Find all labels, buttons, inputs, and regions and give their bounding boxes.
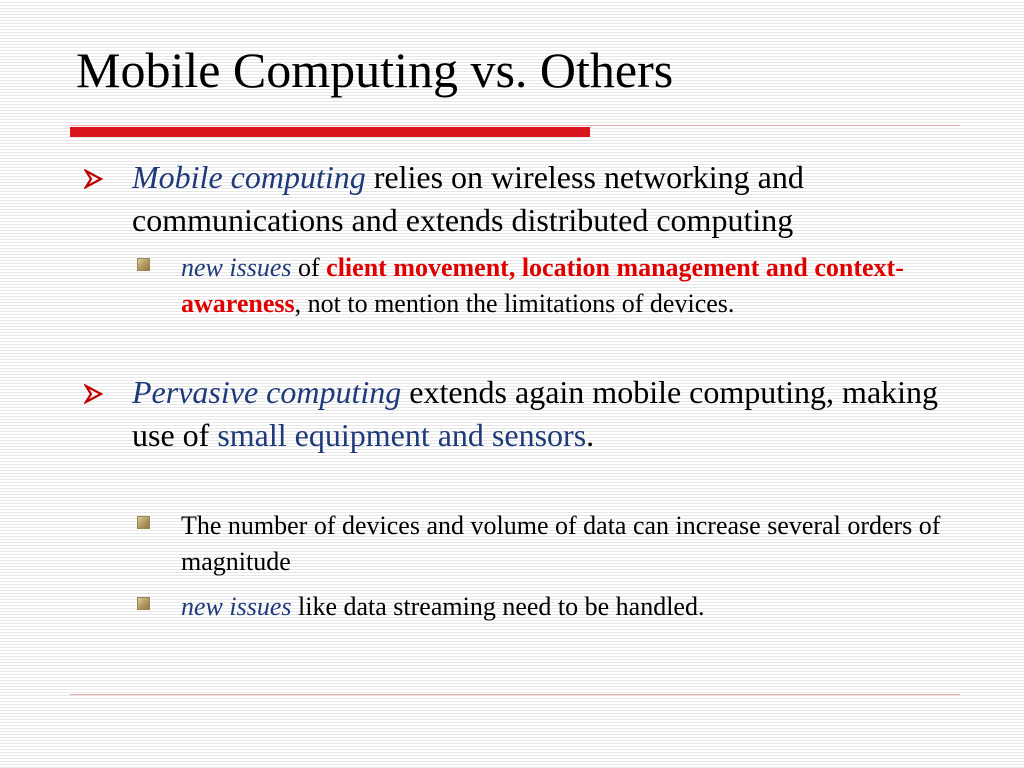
sub-bullet-text: of [291,253,327,282]
term-small-equipment: small equipment and sensors [217,417,587,453]
arrow-bullet-icon [82,156,112,199]
title-divider-accent [70,127,590,137]
sub-bullet-new-issues-streaming [181,589,976,625]
bullet-text: . [586,417,595,453]
sub-bullet-new-issues-movement [181,250,976,322]
title-divider-thin [70,125,960,126]
square-bullet-icon [137,597,150,610]
bullet-text: relies on wireless networking and communications and extends distributed computing [132,159,804,238]
sub-bullet-text: The number of devices and volume of data can increase several orders of magnitude [181,511,941,576]
highlight-issues: client movement, location management and context-awareness [181,253,904,318]
term-new-issues: new issues [181,592,292,621]
sub-bullet-scale [181,508,976,580]
term-new-issues: new issues [181,253,292,282]
arrow-bullet-icon [82,371,112,414]
sub-bullet-text: like data streaming need to be handled. [291,592,705,621]
sub-bullet-text: , not to mention the limitations of devices. [294,289,735,318]
slide-title: Mobile Computing vs. Others [76,42,674,98]
bullet-text: extends again mobile computing, making use of [132,374,939,453]
bullet-pervasive-computing [132,371,972,457]
term-mobile-computing: Mobile computing [132,159,366,195]
footer-divider [70,694,960,695]
term-pervasive-computing: Pervasive computing [132,374,402,410]
square-bullet-icon [137,258,150,271]
bullet-mobile-computing [132,156,972,242]
square-bullet-icon [137,516,150,529]
